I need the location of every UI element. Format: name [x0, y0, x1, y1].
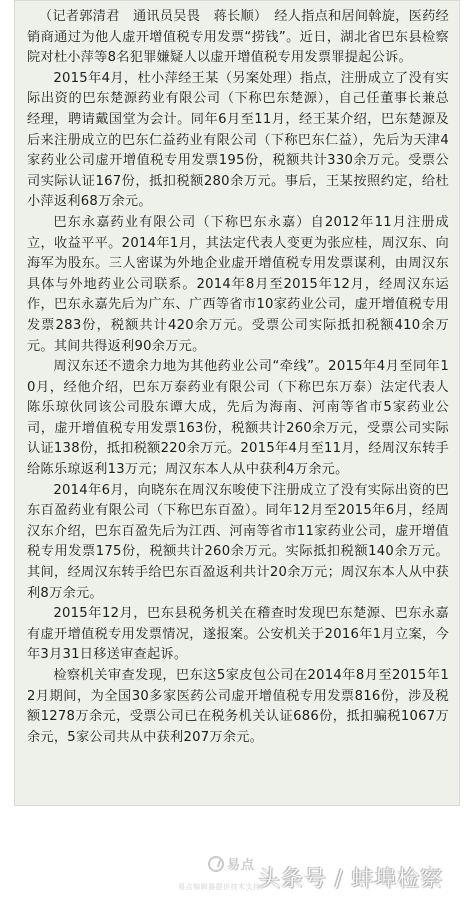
logo-text: 易点 — [227, 858, 256, 873]
watermark: 头条号 / 蚌埠检察 — [258, 867, 444, 892]
footer — [0, 840, 474, 902]
editor-logo — [208, 854, 255, 873]
article-paragraph: 周汉东还不遗余力地为其他药业公司“牵线”。2015年4月至同年10月，经他介绍，巴东万泰药业有限公司（下称巴东万泰）法定代表人陈乐琼伙同该公司股东谭大成，先后为海南、河南等省市5家药业公司，虚开增值税专用发票163份，税额共计260余万元，受票公司实际认证138份，抵扣税额220余万元。2015年4月至11月，经周汉东转手给陈乐琼返利13万元；周汉东本人从中获利4万余元。 — [27, 359, 449, 478]
article-card — [14, 0, 460, 806]
logo-icon — [208, 856, 224, 872]
logo-subtitle: 易点编辑器提供技术支持 — [178, 883, 261, 891]
article-paragraph: （记者郭清君 通讯员吴畏 蒋长顺） 经人指点和居间斡旋，医药经销商通过为他人虚开增值税专用发票“捞钱”。近日，湖北省巴东县检察院对杜小萍等8名犯罪嫌疑人以虚开增值税专用发票罪提起公诉。 — [27, 9, 449, 66]
article-paragraph: 巴东永嘉药业有限公司（下称巴东永嘉）自2012年11月注册成立，收益平平。2014年1月，其法定代表人变更为张应桂，周汉东、向海军为股东。三人密谋为外地企业虚开增值税专用发票谋利，由周汉东具体与外地药业公司联系。2014年8月至2015年12月，经周汉东运作，巴东永嘉先后为广东、广西等省市10家药业公司，虚开增值税专用发票283份，税额共计420余万元。受票公司实际抵扣税额410余万元。其间共得返利90余万元。 — [27, 214, 449, 354]
article-paragraph: 检察机关审查发现，巴东这5家皮包公司在2014年8月至2015年12月期间，为全国30多家医药公司虚开增值税专用发票816份，涉及税额1278万余元，受票公司已在税务机关认证686份，抵扣骗税1067万余元，5家公司共从中获利207万余元。 — [27, 668, 449, 745]
article-paragraph: 2015年4月，杜小萍经王某（另案处理）指点，注册成立了没有实际出资的巴东楚源药业有限公司（下称巴东楚源），自己任董事长兼总经理，聘请戴国堂为会计。同年6月至11月，经王某介绍，巴东楚源及后来注册成立的巴东仁益药业有限公司（下称巴东仁益），先后为天津4家药业公司虚开增值税专用发票195份，税额共计330余万元。受票公司实际认证167份，抵扣税额280余万元。事后，王某按照约定，给杜小萍返利68万余元。 — [27, 70, 449, 210]
article-paragraph: 2014年6月，向晓东在周汉东唆使下注册成立了没有实际出资的巴东百盈药业有限公司（下称巴东百盈）。同年12月至2015年6月，经周汉东介绍，巴东百盈先后为江西、河南等省市11家药业公司，虚开增值税专用发票175份，税额共计260余万元。实际抵扣税额140余万元。其间，经周汉东转手给巴东百盈返利共计20余万元；周汉东本人从中获利8万余元。 — [27, 482, 449, 601]
article-paragraph: 2015年12月，巴东县税务机关在稽查时发现巴东楚源、巴东永嘉有虚开增值税专用发票情况，遂报案。公安机关于2016年1月立案，今年3月31日移送审查起诉。 — [27, 606, 449, 663]
